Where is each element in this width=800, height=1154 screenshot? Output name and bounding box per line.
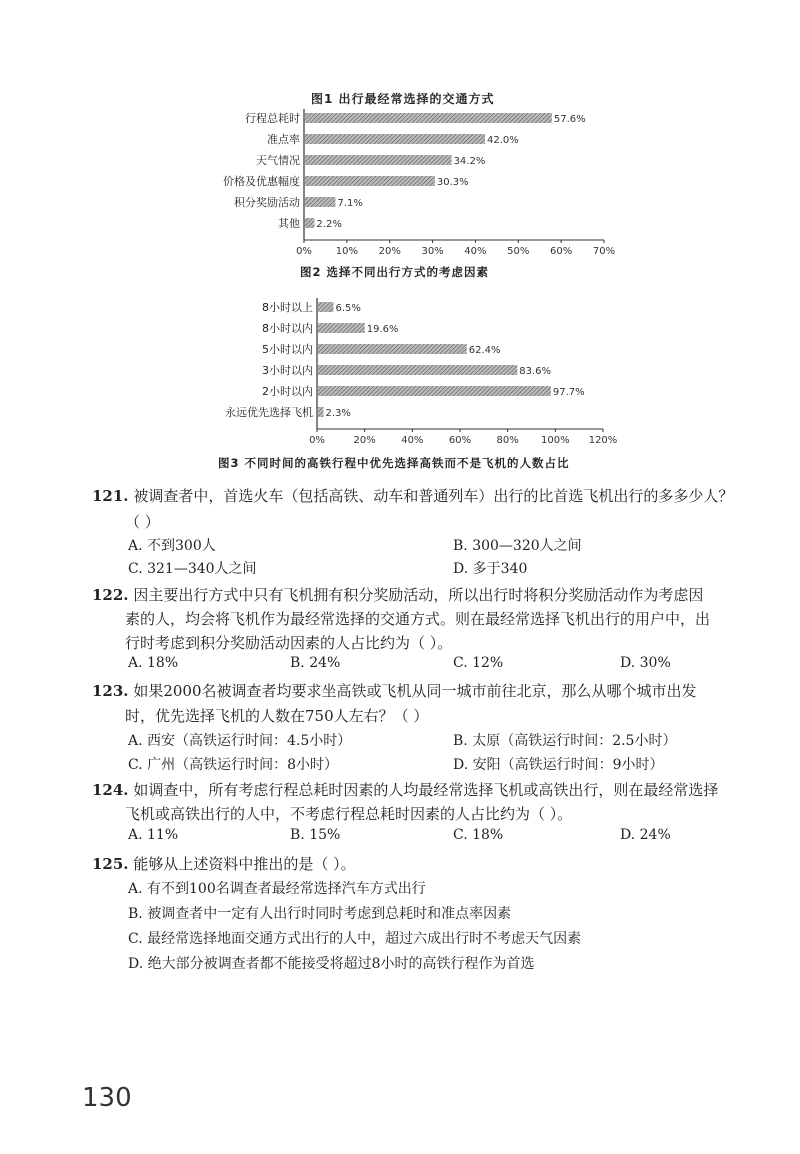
figure1-caption: 图1 出行最经常选择的交通方式 — [311, 92, 495, 106]
question-122-line2: 素的人，均会将飞机作为最经常选择的交通方式。则在最经常选择飞机出行的用户中，出 — [125, 610, 711, 628]
category-label: 积分奖励活动 — [234, 196, 300, 209]
x-tick-label: 0% — [309, 435, 325, 446]
category-label: 行程总耗时 — [245, 112, 300, 125]
option-c[interactable]: C. 最经常选择地面交通方式出行的人中，超过六成出行时不考虑天气因素 — [128, 931, 582, 947]
category-label: 价格及优惠幅度 — [223, 175, 300, 188]
category-label: 其他 — [278, 217, 300, 230]
option-d[interactable]: D. 30% — [620, 655, 671, 671]
option-b[interactable]: B. 300—320人之间 — [453, 538, 582, 554]
bar — [318, 407, 323, 417]
question-124-line2: 飞机或高铁出行的人中，不考虑行程总耗时因素的人占比约为（ ）。 — [125, 805, 573, 823]
x-tick-label: 40% — [401, 435, 424, 446]
category-label: 永远优先选择飞机 — [225, 406, 313, 419]
bar — [318, 344, 467, 354]
page-number: 130 — [82, 1083, 132, 1113]
bar — [318, 323, 365, 333]
bar — [318, 302, 333, 312]
bar — [318, 386, 551, 396]
x-tick-label: 40% — [464, 246, 487, 257]
x-tick-label: 80% — [496, 435, 519, 446]
figure3-caption: 图3 不同时间的高铁行程中优先选择高铁而不是飞机的人数占比 — [218, 456, 570, 470]
option-b[interactable]: B. 15% — [290, 827, 341, 843]
option-d[interactable]: D. 多于340 — [453, 561, 528, 577]
question-number: 123. — [92, 682, 129, 700]
question-text: 如果2000名被调查者均要求坐高铁或飞机从同一城市前往北京，那么从哪个城市出发 — [133, 682, 697, 700]
data-label: 42.0% — [487, 135, 519, 146]
x-tick-label: 120% — [588, 435, 618, 446]
data-label: 2.2% — [316, 219, 342, 230]
option-d[interactable]: D. 24% — [620, 827, 671, 843]
question-number: 121. — [92, 487, 129, 505]
option-a[interactable]: A. 有不到100名调查者最经常选择汽车方式出行 — [128, 881, 426, 897]
category-label: 准点率 — [267, 133, 300, 146]
option-c[interactable]: C. 广州（高铁运行时间：8小时） — [128, 757, 339, 773]
question-122-line3: 行时考虑到积分奖励活动因素的人占比约为（ ）。 — [125, 634, 453, 652]
x-tick-label: 60% — [448, 435, 472, 446]
x-tick-label: 70% — [592, 246, 616, 257]
question-number: 124. — [92, 781, 129, 799]
option-a[interactable]: A. 11% — [128, 827, 179, 843]
category-label: 3小时以内 — [262, 364, 313, 377]
x-tick-label: 100% — [541, 435, 570, 446]
data-label: 30.3% — [436, 177, 469, 188]
option-c[interactable]: C. 12% — [453, 655, 504, 671]
data-label: 34.2% — [453, 156, 486, 167]
x-tick-label: 20% — [378, 246, 401, 257]
figure2-caption: 图2 选择不同出行方式的考虑因素 — [300, 265, 490, 279]
category-label: 8小时以上 — [262, 301, 313, 314]
question-number: 125. — [92, 855, 129, 873]
option-a[interactable]: A. 西安（高铁运行时间：4.5小时） — [128, 733, 352, 749]
option-b[interactable]: B. 被调查者中一定有人出行时同时考虑到总耗时和准点率因素 — [128, 906, 512, 922]
option-c[interactable]: C. 321—340人之间 — [128, 561, 257, 577]
bar — [318, 365, 517, 375]
data-label: 6.5% — [335, 303, 361, 314]
category-label: 天气情况 — [256, 154, 300, 167]
question-number: 122. — [92, 586, 129, 604]
question-text: 因主要出行方式中只有飞机拥有积分奖励活动，所以出行时将积分奖励活动作为考虑因 — [133, 586, 704, 604]
data-label: 7.1% — [337, 198, 363, 209]
question-123 — [92, 680, 697, 701]
question-121-blank: （ ） — [125, 513, 160, 531]
data-label: 57.6% — [553, 114, 586, 125]
question-text: 如调查中，所有考虑行程总耗时因素的人均最经常选择飞机或高铁出行，则在最经常选择 — [133, 781, 719, 799]
x-tick-label: 60% — [550, 246, 573, 257]
x-tick-label: 20% — [353, 435, 376, 446]
x-tick-label: 50% — [507, 246, 530, 257]
data-label: 83.6% — [519, 366, 552, 377]
question-text: 能够从上述资料中推出的是（ ）。 — [133, 855, 356, 873]
option-a[interactable]: A. 不到300人 — [128, 538, 216, 554]
data-label: 62.4% — [468, 345, 501, 356]
category-label: 5小时以内 — [262, 343, 313, 356]
question-121 — [92, 485, 733, 506]
question-124 — [92, 779, 718, 800]
data-label: 97.7% — [552, 387, 585, 398]
question-122 — [92, 584, 703, 605]
option-a[interactable]: A. 18% — [128, 655, 179, 671]
data-label: 19.6% — [366, 324, 399, 335]
option-d[interactable]: D. 安阳（高铁运行时间：9小时） — [453, 757, 664, 773]
option-b[interactable]: B. 24% — [290, 655, 341, 671]
option-b[interactable]: B. 太原（高铁运行时间：2.5小时） — [453, 733, 677, 749]
category-label: 2小时以内 — [262, 385, 313, 398]
question-123-line2: 时，优先选择飞机的人数在750人左右？（ ） — [125, 707, 429, 725]
x-tick-label: 10% — [335, 246, 358, 257]
option-c[interactable]: C. 18% — [453, 827, 504, 843]
x-tick-label: 0% — [296, 246, 312, 257]
data-label: 2.3% — [325, 408, 351, 419]
question-125 — [92, 853, 356, 874]
question-text: 被调查者中，首选火车（包括高铁、动车和普通列车）出行的比首选飞机出行的多多少人？ — [133, 487, 734, 505]
category-label: 8小时以内 — [262, 322, 313, 335]
option-d[interactable]: D. 绝大部分被调查者都不能接受将超过8小时的高铁行程作为首选 — [128, 956, 535, 972]
x-tick-label: 30% — [421, 246, 444, 257]
chart-highspeed-rail-preference — [0, 0, 800, 450]
